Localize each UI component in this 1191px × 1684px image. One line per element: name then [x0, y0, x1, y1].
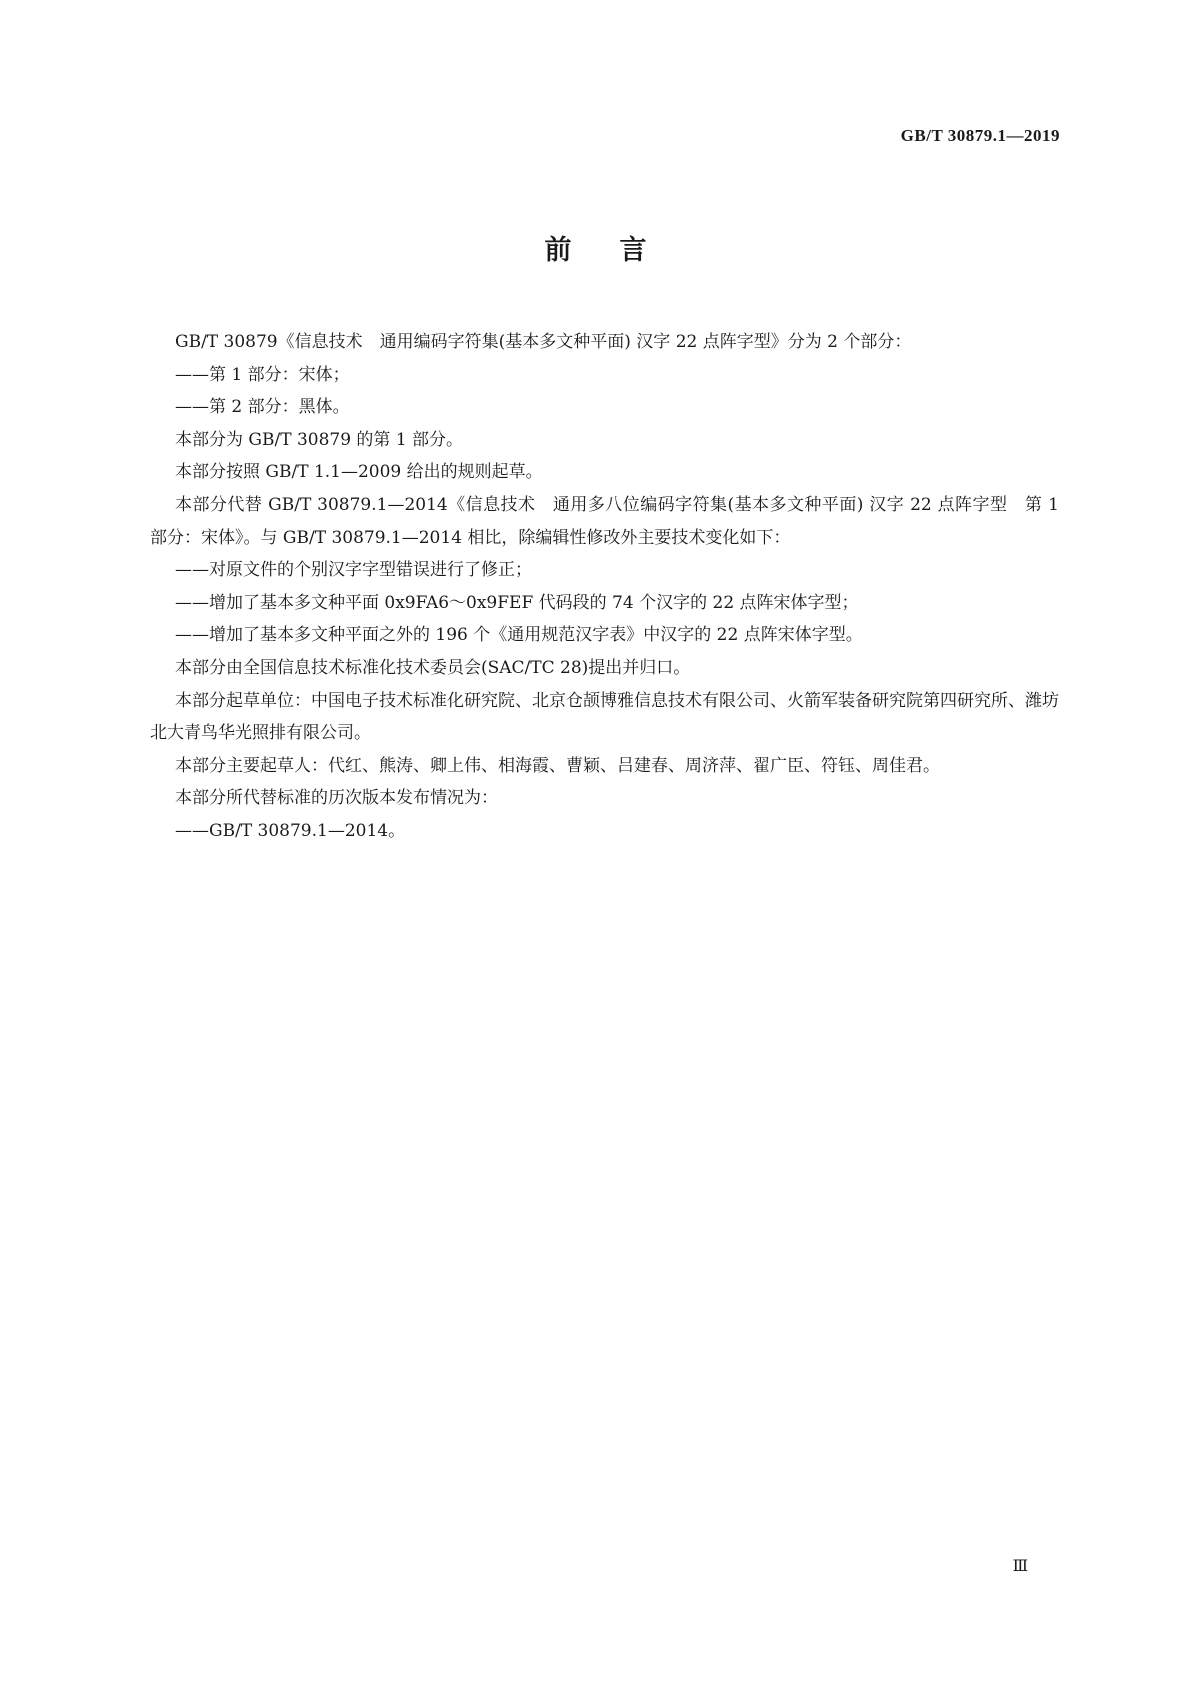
page-number: Ⅲ — [1012, 1558, 1028, 1575]
paragraph-parts-intro: GB/T 30879《信息技术 通用编码字符集(基本多文种平面) 汉字 22 点阵字型》分为 2 个部分： — [175, 332, 912, 352]
standard-number: GB/T 30879.1—2019 — [900, 126, 1060, 145]
list-item-previous-version: ——GB/T 30879.1—2014。 — [175, 820, 406, 841]
paragraph-drafting-units: 本部分起草单位：中国电子技术标准化研究院、北京仓颉博雅信息技术有限公司、火箭军装备研究院第四研究所、潍坊北大青鸟华光照排有限公司。 — [150, 690, 1059, 744]
paragraph-drafters: 本部分主要起草人：代红、熊涛、卿上伟、相海霞、曹颖、吕建春、周济萍、翟广臣、符钰、周佳君。 — [175, 755, 940, 776]
paragraph-drafting-rules: 本部分按照 GB/T 1.1—2009 给出的规则起草。 — [175, 462, 543, 483]
paragraph-proposer: 本部分由全国信息技术标准化技术委员会(SAC/TC 28)提出并归口。 — [175, 657, 691, 678]
list-item-change-3: ——增加了基本多文种平面之外的 196 个《通用规范汉字表》中汉字的 22 点阵宋体字型。 — [175, 625, 863, 646]
list-item-change-2: ——增加了基本多文种平面 0x9FA6～0x9FEF 代码段的 74 个汉字的 22 点阵宋体字型； — [175, 592, 859, 613]
list-item-change-1: ——对原文件的个别汉字字型错误进行了修正； — [175, 560, 532, 581]
foreword-body — [150, 326, 1059, 848]
paragraph-part-scope: 本部分为 GB/T 30879 的第 1 部分。 — [175, 429, 464, 450]
paragraph-replacement: 本部分代替 GB/T 30879.1—2014《信息技术 通用多八位编码字符集(基本多文种平面) 汉字 22 点阵字型 第 1 部分：宋体》。与 GB/T 30879.1—2014 相比，除编辑性修改外主要技术变化如下： — [150, 494, 1059, 548]
page-title: 前言 — [544, 235, 695, 266]
paragraph-version-history: 本部分所代替标准的历次版本发布情况为： — [175, 788, 498, 809]
list-item-part-1: ——第 1 部分：宋体； — [175, 364, 350, 385]
list-item-part-2: ——第 2 部分：黑体。 — [175, 397, 350, 418]
